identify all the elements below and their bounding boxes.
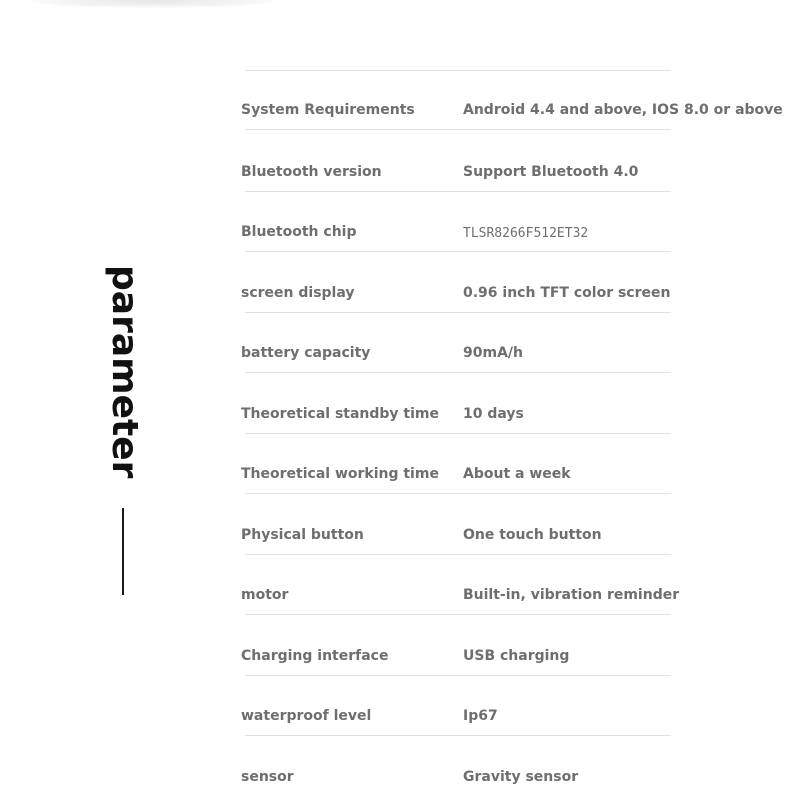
row-divider <box>245 372 671 373</box>
spec-row-physical-button <box>241 495 791 555</box>
spec-label: battery capacity <box>241 345 371 361</box>
spec-row-system-requirements <box>241 70 791 130</box>
spec-row-sensor <box>241 737 791 797</box>
spec-row-screen-display <box>241 253 791 313</box>
spec-label: Bluetooth version <box>241 164 382 180</box>
spec-label: waterproof level <box>241 708 372 724</box>
row-divider <box>245 735 671 736</box>
spec-row-bluetooth-version <box>241 132 791 192</box>
spec-value: Ip67 <box>463 708 498 724</box>
spec-row-working-time <box>241 434 791 494</box>
section-title-rule <box>122 508 124 595</box>
spec-value: About a week <box>463 466 571 482</box>
spec-value: 10 days <box>463 406 524 422</box>
spec-label: sensor <box>241 769 294 785</box>
spec-label: Physical button <box>241 527 364 543</box>
row-divider <box>245 251 671 252</box>
spec-value: Gravity sensor <box>463 769 579 785</box>
spec-value: Built-in, vibration reminder <box>463 587 680 603</box>
row-divider <box>245 129 671 130</box>
spec-row-standby-time <box>241 374 791 434</box>
spec-label: motor <box>241 587 289 603</box>
top-shadow-decoration <box>30 0 275 8</box>
spec-label: Theoretical working time <box>241 466 439 482</box>
spec-row-charging-interface <box>241 616 791 676</box>
spec-label: Charging interface <box>241 648 389 664</box>
spec-label: Theoretical standby time <box>241 406 439 422</box>
spec-row-battery-capacity <box>241 313 791 373</box>
spec-label: screen display <box>241 285 355 301</box>
spec-value: 90mA/h <box>463 345 523 361</box>
spec-row-waterproof-level <box>241 676 791 736</box>
spec-label: Bluetooth chip <box>241 224 357 240</box>
spec-row-motor <box>241 555 791 615</box>
spec-value: Support Bluetooth 4.0 <box>463 164 639 180</box>
spec-row-bluetooth-chip <box>241 192 791 252</box>
row-divider <box>245 614 671 615</box>
spec-value: USB charging <box>463 648 570 664</box>
spec-label: System Requirements <box>241 102 415 118</box>
row-divider <box>245 493 671 494</box>
spec-value: TLSR8266F512ET32 <box>463 226 589 241</box>
section-title: parameter <box>104 265 145 479</box>
spec-value: 0.96 inch TFT color screen <box>463 285 671 301</box>
spec-value: Android 4.4 and above, IOS 8.0 or above <box>463 102 783 118</box>
spec-value: One touch button <box>463 527 602 543</box>
